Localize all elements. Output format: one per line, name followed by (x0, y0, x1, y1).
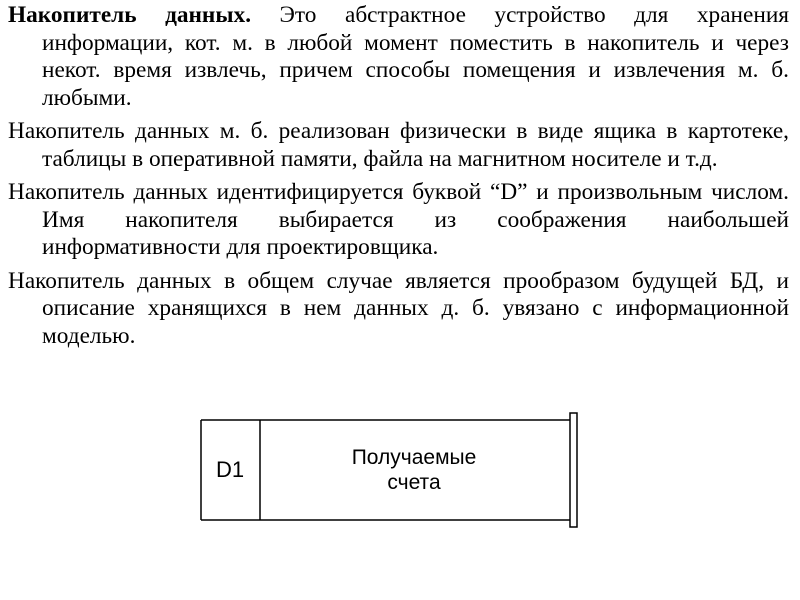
paragraph-definition (8, 2, 789, 112)
data-store-name (260, 418, 568, 521)
data-store-name-line2: счета (387, 470, 441, 494)
paragraph-identification (8, 179, 789, 262)
paragraph-text: Накопитель данных в общем случае является прообразом будущей БД, и описание хранящихся в нем данных д. б. увязано с информационной моделью. (8, 267, 789, 349)
data-store-id: D1 (215, 456, 245, 482)
document-body (8, 2, 789, 356)
paragraph-database (8, 268, 789, 351)
data-store-name-line1: Получаемые (351, 445, 477, 469)
paragraph-text: Накопитель данных м. б. реализован физически в виде ящика в картотеке, таблицы в оперативной памяти, файла на магнитном носителе и т.д. (8, 118, 789, 172)
paragraph-text: Накопитель данных идентифицируется буквой “D” и произвольным числом. Имя накопителя выбирается из соображения наибольшей информативности для проектировщика. (8, 179, 789, 260)
data-store-symbol (200, 412, 590, 532)
term-heading: Накопитель данных. (8, 2, 252, 28)
paragraph-text: Это абстрактное устройство для хранения информации, кот. м. в любой момент поместить в накопитель и через некот. время извлечь, причем способы помещения и извлечения м. б. любыми. (42, 2, 789, 111)
paragraph-implementation (8, 118, 789, 173)
